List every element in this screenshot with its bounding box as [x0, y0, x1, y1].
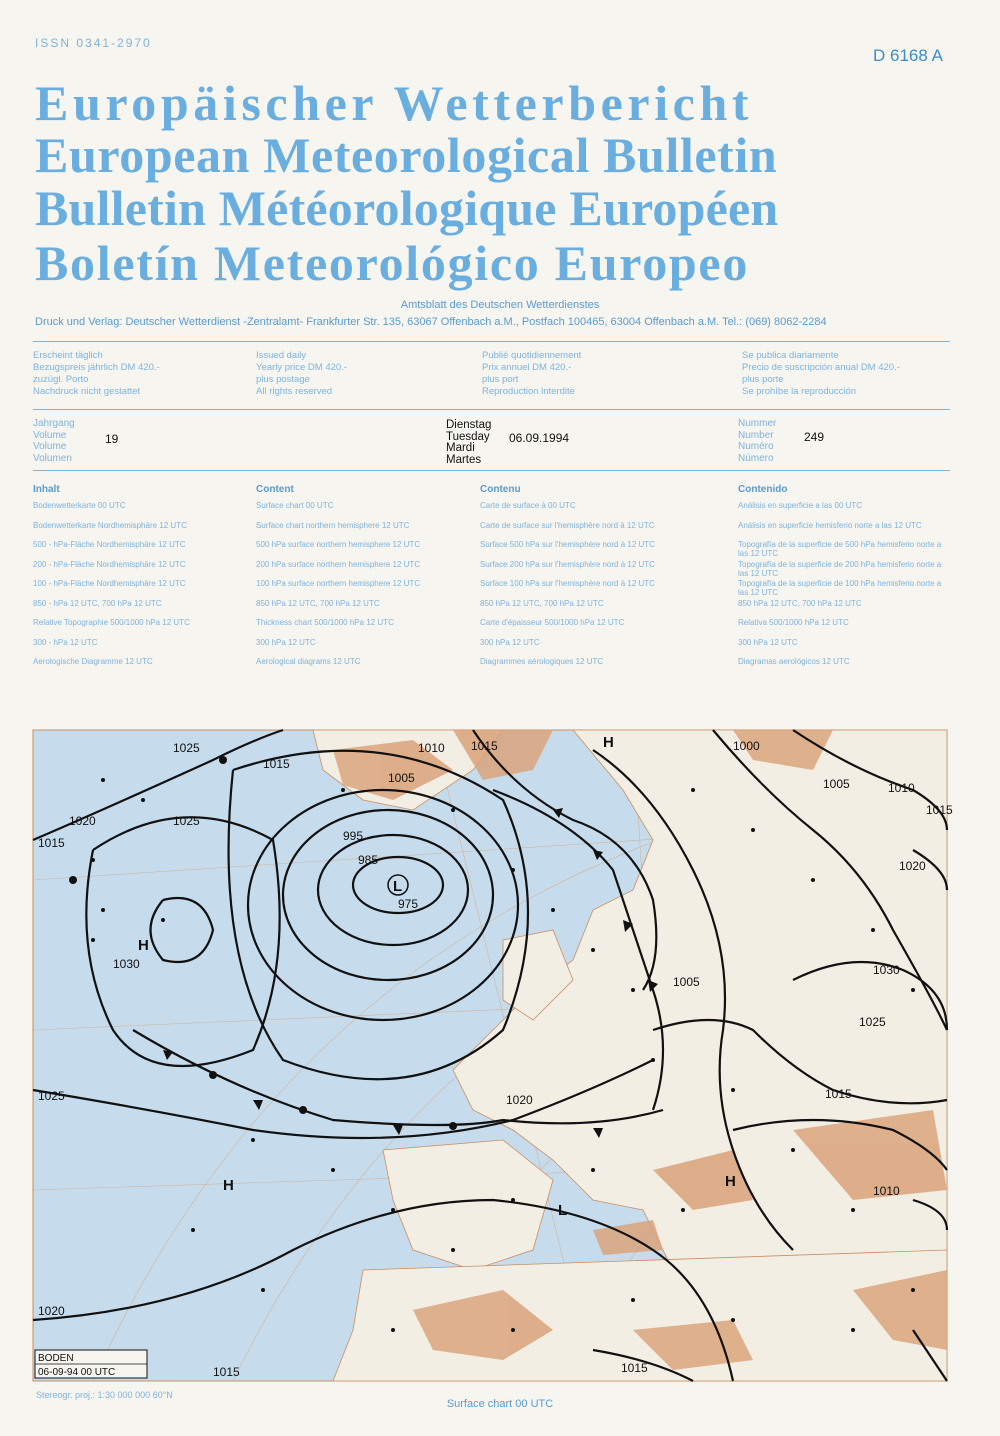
isobar-label: 1025 [38, 1089, 65, 1103]
divider [33, 409, 950, 410]
isobar-label: 1020 [69, 814, 96, 828]
isobar-label: 1005 [673, 975, 700, 989]
projection-note: Stereogr. proj.: 1:30 000 000 60°N [36, 1390, 173, 1400]
subscription-english: Issued daily Yearly price DM 420.- plus postage All rights reserved [256, 350, 347, 397]
low-pressure-centre: L [393, 878, 403, 895]
title-german: Europäischer Wetterbericht [35, 75, 754, 131]
surface-weather-map [33, 730, 953, 1381]
volume-value: 19 [105, 432, 119, 446]
toc-spanish: Contenido Análisis en superficie a las 00 UTC Análisis en superficie hemisferio norte a las 12 UTC Topografía de la superficie de 500 hPa hemisferio norte a las 12 UTC Topografía de la superficie de 200 hPa hemisferio norte a las 12 UTC Topografía de la superficie de 100 hPa hemisferio norte a las 12 UTC 850 hPa 12 UTC, 700 hPa 12 UTC Relativa 500/1000 hPa 12 UTC 300 hPa 12 UTC Diagramas aerológicos 12 UTC [738, 484, 942, 666]
isobar-label: 1025 [173, 814, 200, 828]
title-spanish: Boletín Meteorológico Europeo [35, 235, 750, 291]
isobar-label: 1025 [173, 741, 200, 755]
isobar-label: 1015 [38, 836, 65, 850]
isobar-label: 985 [358, 853, 379, 867]
official-gazette-line: Amtsblatt des Deutschen Wetterdienstes [400, 299, 600, 311]
number-labels: Nummer Number Numéro Número [738, 418, 777, 464]
toc-english: Content Surface chart 00 UTC Surface chart northern hemisphere 12 UTC 500 hPa surface northern hemisphere 12 UTC 200 hPa surface northern hemisphere 12 UTC 100 hPa surface northern hemisphere 12 UTC 850 hPa 12 UTC, 700 hPa 12 UTC Thickness chart 500/1000 hPa 12 UTC 300 hPa 12 UTC Aerological diagrams 12 UTC [256, 484, 421, 666]
isobar-label: 1010 [888, 781, 915, 795]
isobar-label: 1025 [859, 1015, 886, 1029]
isobar-label: 1020 [506, 1093, 533, 1107]
map-caption: Surface chart 00 UTC [446, 1398, 554, 1410]
isobar-label: 1015 [471, 739, 498, 753]
isobar-label: 1000 [733, 739, 760, 753]
divider [33, 341, 950, 342]
weekday-labels: Dienstag Tuesday Mardi Martes [446, 419, 492, 466]
subscription-spanish: Se publica diariamente Precio de suscripción anual DM 420.- plus porte Se prohíbe la reproducción [742, 350, 900, 397]
issue-date: 06.09.1994 [509, 431, 570, 445]
stamp-title: BODEN [38, 1353, 74, 1364]
toc-german: Inhalt Bodenwetterkarte 00 UTC Bodenwetterkarte Nordhemisphäre 12 UTC 500 - hPa-Fläche Nordhemisphäre 12 UTC 200 - hPa-Fläche Nordhemisphäre 12 UTC 100 - hPa-Fläche Nordhemisphäre 12 UTC 850 - hPa 12 UTC, 700 hPa 12 UTC Relative Topographie 500/1000 hPa 12 UTC 300 - hPa 12 UTC Aerologische Diagramme 12 UTC [33, 484, 190, 666]
isobar-label: 1030 [113, 957, 140, 971]
isobar-label: 1015 [621, 1361, 648, 1375]
isobar-label: 1020 [38, 1304, 65, 1318]
isobar-label: 1020 [899, 859, 926, 873]
isobar-label: 1015 [926, 803, 953, 817]
volume-labels: Jahrgang Volume Volume Volumen [33, 418, 75, 464]
high-pressure-centre: H [138, 937, 149, 954]
low-pressure-centre: L [558, 1202, 568, 1219]
divider [33, 470, 950, 471]
isobar-label: 1005 [823, 777, 850, 791]
map-stamp [35, 1350, 147, 1378]
isobar-label: 995 [343, 829, 364, 843]
isobar-label: 1010 [873, 1184, 900, 1198]
isobar-label: 1015 [825, 1087, 852, 1101]
high-pressure-centre: H [725, 1173, 736, 1190]
subscription-french: Publié quotidiennement Prix annuel DM 420.- plus port Reproduction interdite [482, 350, 582, 397]
stamp-date: 06-09-94 00 UTC [38, 1367, 116, 1378]
isobar-label: 1005 [388, 771, 415, 785]
postal-code: D 6168 A [873, 46, 943, 65]
issn-number: ISSN 0341-2970 [35, 36, 152, 50]
high-pressure-centre: H [603, 734, 614, 751]
toc-french: Contenu Carte de surface à 00 UTC Carte de surface sur l'hemisphère nord à 12 UTC Surface 500 hPa sur l'hemisphère nord à 12 UTC Surface 200 hPa sur l'hemisphère nord à 12 UTC Surface 100 hPa sur l'hemisphère nord à 12 UTC 850 hPa 12 UTC, 700 hPa 12 UTC Carte d'épaisseur 500/1000 hPa 12 UTC 300 hPa 12 UTC Diagrammes aérologiques 12 UTC [480, 484, 655, 666]
isobar-label: 1015 [263, 757, 290, 771]
high-pressure-centre: H [223, 1177, 234, 1194]
isobar-label: 1010 [418, 741, 445, 755]
subscription-german: Erscheint täglich Bezugspreis jährlich DM 420.- zuzügl. Porto Nachdruck nicht gestattet [33, 350, 160, 397]
isobar-label: 1030 [873, 963, 900, 977]
issue-number: 249 [804, 430, 825, 444]
isobar-label: 1015 [213, 1365, 240, 1379]
isobar-label: 975 [398, 897, 419, 911]
publisher-line: Druck und Verlag: Deutscher Wetterdienst -Zentralamt- Frankfurter Str. 135, 63067 Offenbach a.M., Postfach 100465, 63004 Offenbach a.M. Tel.: (069) 8062-2284 [35, 316, 827, 328]
title-french: Bulletin Météorologique Européen [35, 180, 779, 236]
title-english: European Meteorological Bulletin [35, 127, 778, 183]
